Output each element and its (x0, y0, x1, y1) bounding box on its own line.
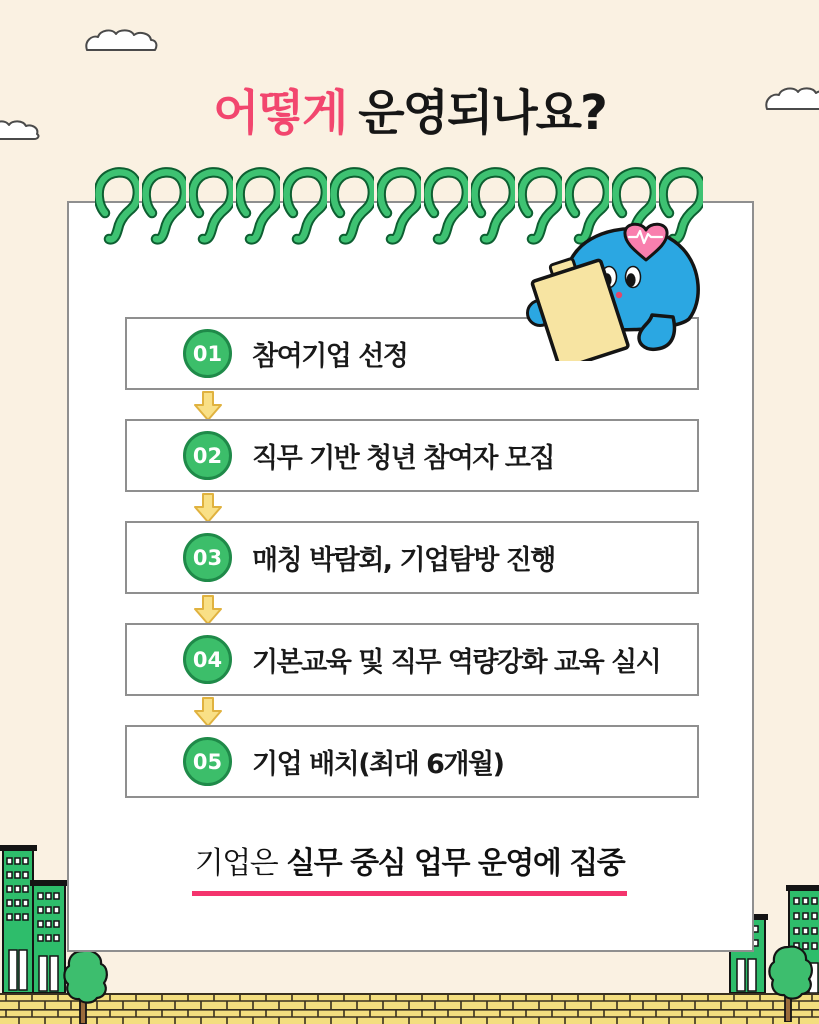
spiral-icon (142, 167, 186, 249)
mascot-mouth (616, 292, 622, 298)
mascot-character (523, 211, 715, 361)
step-row-5 (125, 725, 699, 798)
step-row-2 (125, 419, 699, 492)
step-number-badge: 03 (183, 533, 232, 582)
step-number-badge: 04 (183, 635, 232, 684)
tree-icon (763, 944, 813, 1022)
step-label: 기업 배치(최대 6개월) (252, 749, 504, 780)
down-arrow-icon (193, 697, 223, 727)
spiral-icon (189, 167, 233, 249)
caption-row (0, 838, 819, 896)
spiral-icon (236, 167, 280, 249)
spiral-icon (330, 167, 374, 249)
down-arrow-icon (193, 595, 223, 625)
step-row-3 (125, 521, 699, 594)
tree-icon (57, 948, 109, 1024)
step-label: 매칭 박람회, 기업탐방 진행 (252, 545, 555, 576)
step-label: 직무 기반 청년 참여자 모집 (252, 443, 555, 474)
step-row-4 (125, 623, 699, 696)
process-steps (125, 317, 699, 798)
brick-wall (0, 993, 819, 1024)
step-number-badge: 01 (183, 329, 232, 378)
down-arrow-icon (193, 493, 223, 523)
down-arrow-icon (193, 391, 223, 421)
spiral-icon (424, 167, 468, 249)
spiral-icon (283, 167, 327, 249)
cloud-icon (83, 27, 159, 51)
title-highlight: 어떻게 (213, 85, 347, 141)
step-number-badge: 05 (183, 737, 232, 786)
step-number-badge: 02 (183, 431, 232, 480)
caption-underlined (192, 838, 628, 896)
step-label: 기본교육 및 직무 역량강화 교육 실시 (252, 647, 661, 678)
caption-emphasis: 실무 중심 업무 운영에 집중 (286, 846, 625, 881)
title-rest: 운영되나요? (358, 85, 606, 141)
spiral-icon (95, 167, 139, 249)
spiral-icon (471, 167, 515, 249)
page-title (0, 74, 819, 143)
caption-prefix: 기업은 (194, 846, 278, 881)
step-label: 참여기업 선정 (252, 341, 408, 372)
spiral-icon (377, 167, 421, 249)
